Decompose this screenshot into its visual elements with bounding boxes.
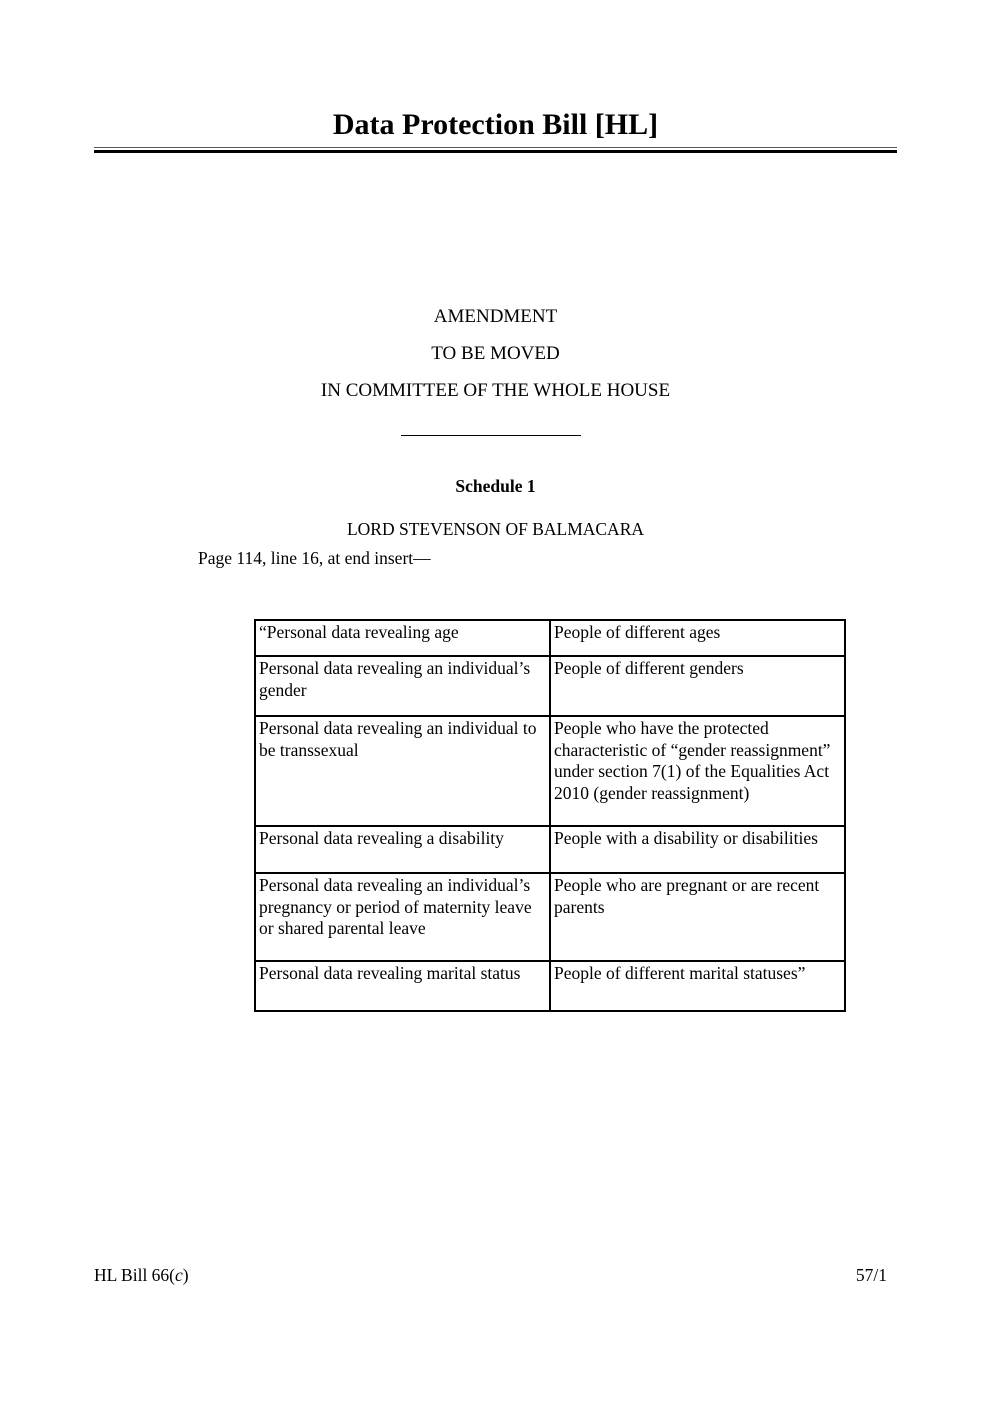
bill-number-prefix: HL Bill 66( (94, 1265, 176, 1285)
table-cell: People who have the protected characteristic of “gender reassignment” under section 7(1) of the Equalities Act 2010 (gender reassignment) (550, 716, 845, 826)
table-row (255, 620, 845, 656)
table-cell: Personal data revealing marital status (255, 961, 550, 1011)
divider (401, 435, 581, 436)
title-rule-thin (94, 147, 897, 148)
table-cell: Personal data revealing an individual’s pregnancy or period of maternity leave or shared parental leave (255, 873, 550, 961)
table-row (255, 873, 845, 961)
table-row (255, 826, 845, 873)
table-cell: People who are pregnant or are recent parents (550, 873, 845, 961)
table-row (255, 961, 845, 1011)
schedule-heading: Schedule 1 (455, 476, 536, 496)
table-row (255, 656, 845, 716)
page-reference: 57/1 (855, 1265, 887, 1285)
table-cell: People of different ages (550, 620, 845, 656)
heading-committee: IN COMMITTEE OF THE WHOLE HOUSE (320, 380, 671, 401)
bill-number-suffix: ) (182, 1265, 189, 1285)
heading-to-be-moved: TO BE MOVED (431, 343, 560, 364)
table-cell: Personal data revealing an individual to be transsexual (255, 716, 550, 826)
table-cell: Personal data revealing an individual’s gender (255, 656, 550, 716)
page-title: Data Protection Bill [HL] (332, 108, 659, 141)
amendment-table (254, 619, 846, 1012)
bill-number (94, 1265, 189, 1286)
heading-amendment: AMENDMENT (433, 306, 558, 327)
table-cell: Personal data revealing a disability (255, 826, 550, 873)
mover-name: LORD STEVENSON OF BALMACARA (346, 519, 645, 539)
title-rule-thick (94, 150, 897, 153)
insert-instruction: Page 114, line 16, at end insert— (198, 548, 431, 568)
table-cell: People of different genders (550, 656, 845, 716)
table-cell: People of different marital statuses” (550, 961, 845, 1011)
bill-number-letter: c (175, 1265, 183, 1285)
table-cell: “Personal data revealing age (255, 620, 550, 656)
table-row (255, 716, 845, 826)
table-cell: People with a disability or disabilities (550, 826, 845, 873)
